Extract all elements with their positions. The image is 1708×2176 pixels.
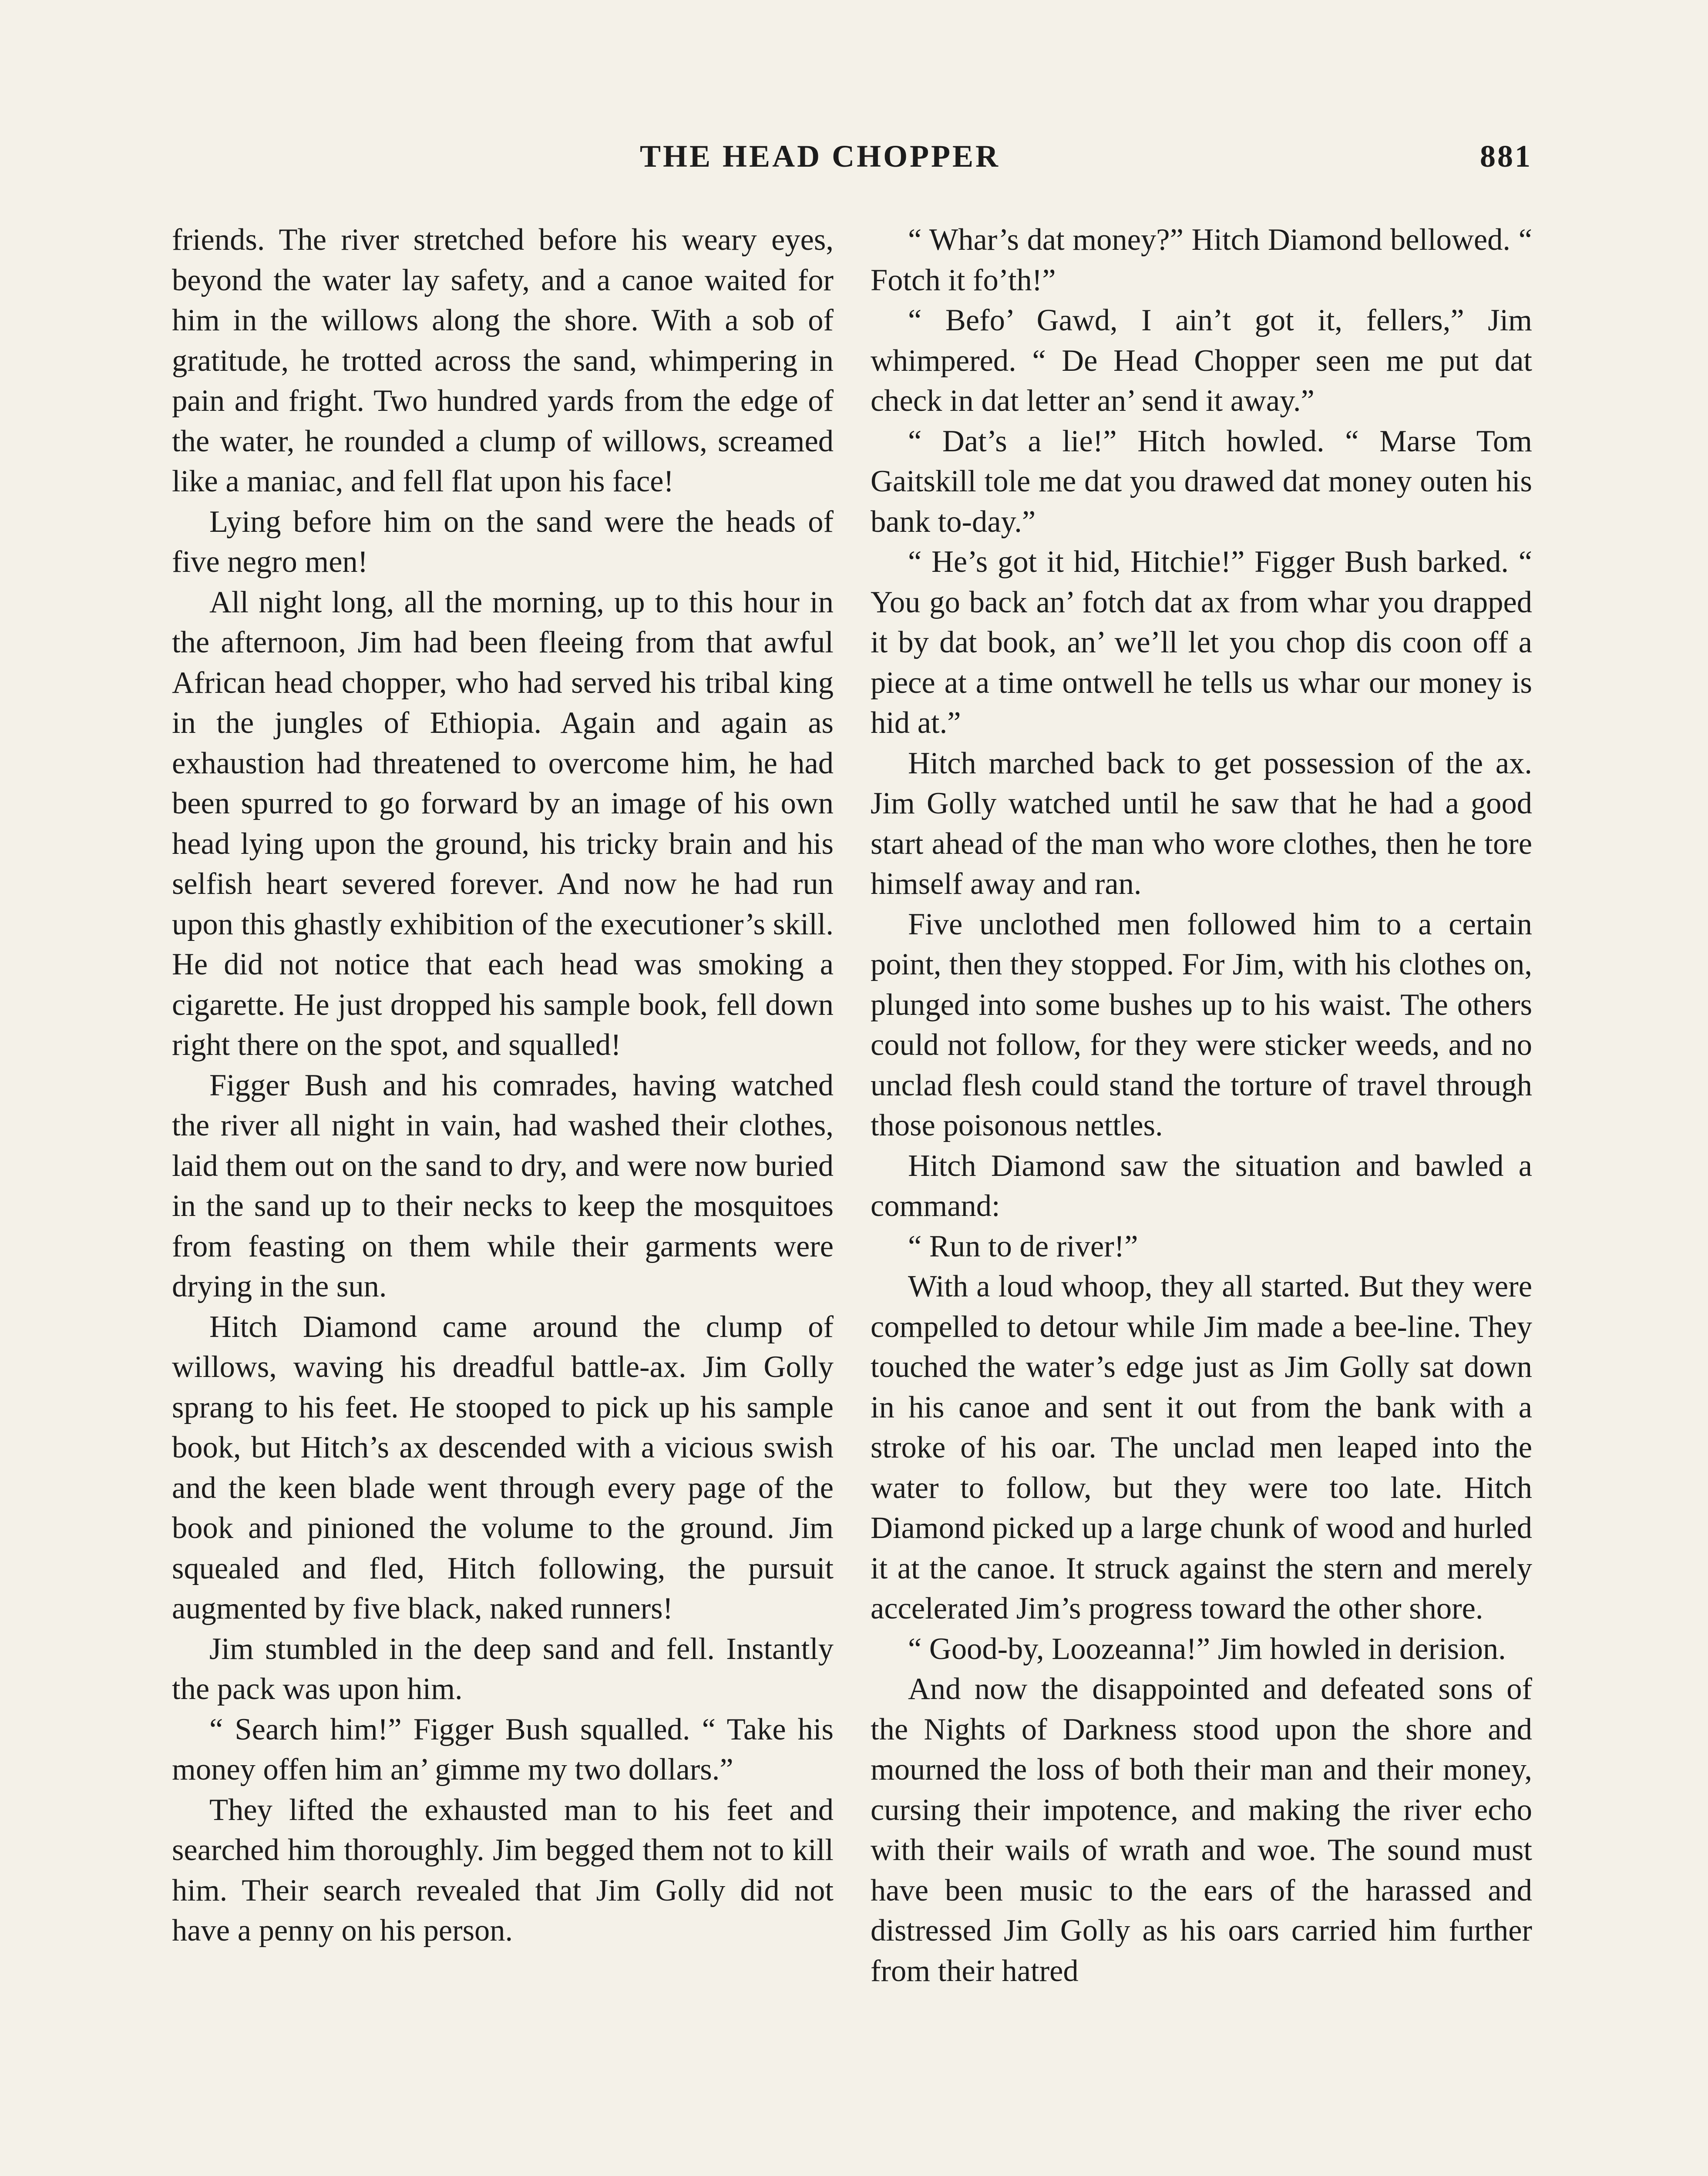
paragraph: They lifted the exhausted man to his feet and searched him thoroughly. Jim begged them not to kill him. Their search revealed that Jim Golly did not have a penny on his person. [172, 1793, 834, 1948]
paragraph: “ Run to de river!” [908, 1229, 1138, 1263]
paragraph: “ Whar’s dat money?” Hitch Diamond bellowed. “ Fotch it fo’th!” [871, 223, 1532, 297]
paragraph: Figger Bush and his comrades, having watched the river all night in vain, had washed their clothes, laid them out on the sand to dry, and were now buried in the sand up to their necks to keep the mosquitoes from feasting on them while their garments were drying in the sun. [172, 1068, 834, 1303]
paragraph: Hitch marched back to get possession of the ax. Jim Golly watched until he saw that he had a good start ahead of the man who wore clothes, then he tore himself away and ran. [871, 746, 1532, 901]
paragraph: “ Befo’ Gawd, I ain’t got it, fellers,” Jim whimpered. “ De Head Chopper seen me put dat check in dat letter an’ send it away.” [871, 303, 1532, 418]
paragraph: “ Dat’s a lie!” Hitch howled. “ Marse Tom Gaitskill tole me dat you drawed dat money outen his bank to-day.” [871, 424, 1532, 539]
paragraph: And now the disappointed and defeated sons of the Nights of Darkness stood upon the shore and mourned the loss of both their man and their money, cursing their impotence, and making the river echo with their wails of wrath and woe. The sound must have been music to the ears of the harassed and distressed Jim Golly as his oars carried him further from their hatred [871, 1672, 1532, 1988]
paragraph: “ He’s got it hid, Hitchie!” Figger Bush barked. “ You go back an’ fotch dat ax from whar you drapped it by dat book, an’ we’ll let you chop dis coon off a piece at a time ontwell he tells us whar our money is hid at.” [871, 545, 1532, 740]
page-number: 881 [1480, 139, 1532, 174]
left-column [172, 220, 834, 1951]
paragraph: All night long, all the morning, up to this hour in the afternoon, Jim had been fleeing from that awful African head chopper, who had served his tribal king in the jungles of Ethiopia. Again and again as exhaustion had threatened to overcome him, he had been spurred to go forward by an image of his own head lying upon the ground, his tricky brain and his selfish heart severed forever. And now he had run upon this ghastly exhibition of the executioner’s skill. He did not notice that each head was smoking a cigarette. He just dropped his sample book, fell down right there on the spot, and squalled! [172, 585, 834, 1062]
paragraph: Hitch Diamond came around the clump of willows, waving his dreadful battle-ax. Jim Golly sprang to his feet. He stooped to pick up his sample book, but Hitch’s ax descended with a vicious swish and the keen blade went through every page of the book and pinioned the volume to the ground. Jim squealed and fled, Hitch following, the pursuit augmented by five black, naked runners! [172, 1310, 834, 1625]
paragraph: Five unclothed men followed him to a certain point, then they stopped. For Jim, with his clothes on, plunged into some bushes up to his waist. The others could not follow, for they were sticker weeds, and no unclad flesh could stand the torture of travel through those poisonous nettles. [871, 907, 1532, 1142]
paragraph: Jim stumbled in the deep sand and fell. Instantly the pack was upon him. [172, 1632, 834, 1706]
running-title: THE HEAD CHOPPER [640, 139, 1001, 174]
paragraph: Hitch Diamond saw the situation and bawled a command: [871, 1148, 1532, 1223]
paragraph: friends. The river stretched before his weary eyes, beyond the water lay safety, and a canoe waited for him in the willows along the shore. With a sob of gratitude, he trotted across the sand, whimpering in pain and fright. Two hundred yards from the edge of the water, he rounded a clump of willows, screamed like a maniac, and fell flat upon his face! [172, 223, 834, 498]
paragraph: “ Search him!” Figger Bush squalled. “ Take his money offen him an’ gimme my two dollars.” [172, 1712, 834, 1786]
paragraph: Lying before him on the sand were the heads of five negro men! [172, 504, 834, 579]
paragraph: “ Good-by, Loozeanna!” Jim howled in derision. [908, 1632, 1506, 1666]
running-head [174, 138, 1532, 191]
right-column [871, 220, 1532, 1991]
paragraph: With a loud whoop, they all started. But they were compelled to detour while Jim made a bee-line. They touched the water’s edge just as Jim Golly sat down in his canoe and sent it out from the bank with a stroke of his oar. The unclad men leaped into the water to follow, but they were too late. Hitch Diamond picked up a large chunk of wood and hurled it at the canoe. It struck against the stern and merely accelerated Jim’s progress toward the other shore. [871, 1269, 1532, 1625]
